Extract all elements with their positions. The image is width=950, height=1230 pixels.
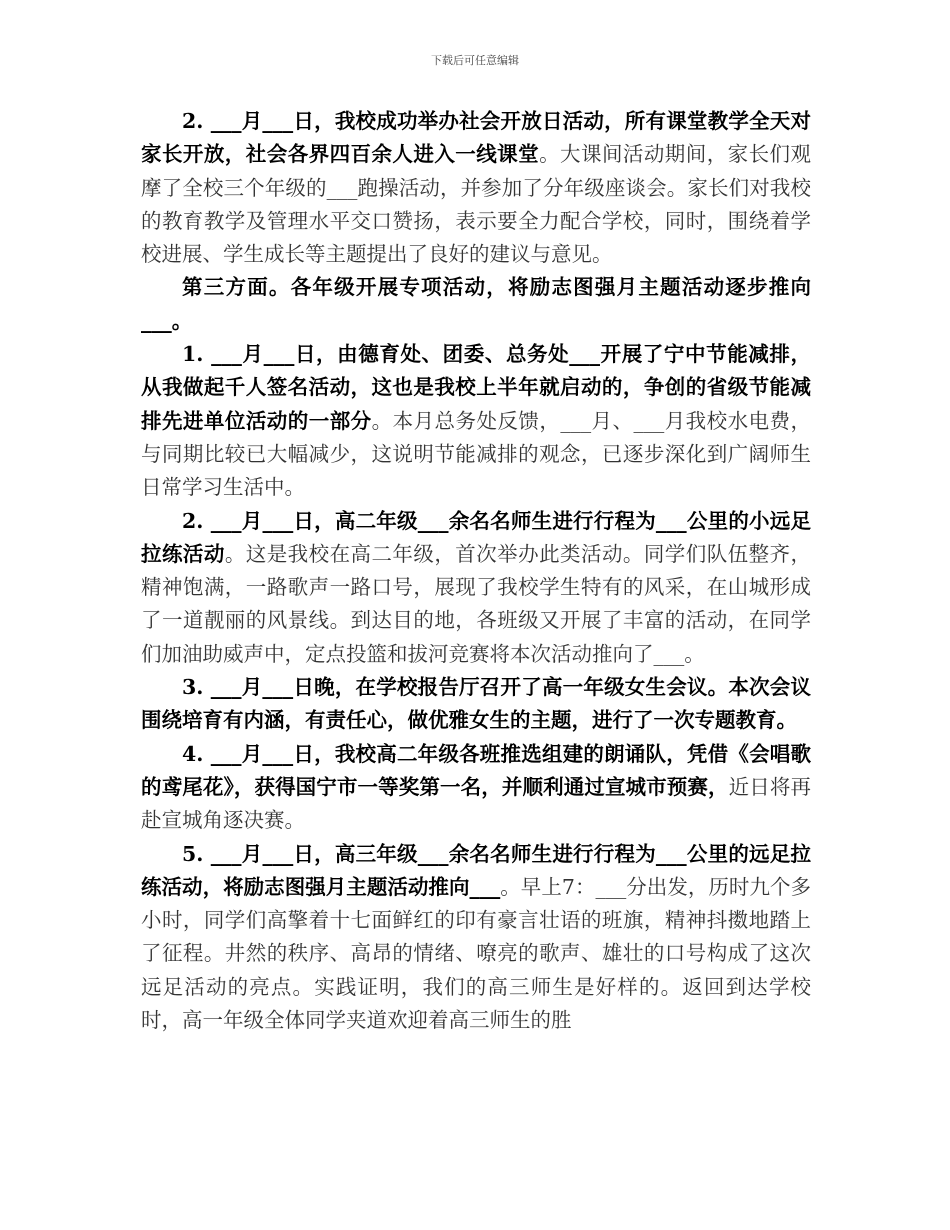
paragraph-open-day	[141, 105, 811, 271]
paragraph-normal-text: 。这是我校在高二年级，首次举办此类活动。同学们队伍整齐，精神饱满，一路歌声一路口号，展现了我校学生特有的风采，在山城形成了一道靓丽的风景线。到达目的地，各班级又开展了丰富的活动，在同学们加油助威声中，定点投篮和拔河竞赛将本次活动推向了___。	[141, 541, 812, 666]
paragraph-bold-text: 2. ___月___日，高二年级___余名名师生进行行程为___公里的小远足拉练活动	[141, 508, 811, 566]
paragraph-grade-three-hike	[141, 838, 811, 1038]
paragraph-bold-text: 3. ___月___日晚，在学校报告厅召开了高一年级女生会议。本次会议围绕培育有内涵，有责任心，做优雅女生的主题，进行了一次专题教育。	[141, 675, 811, 733]
paragraph-normal-text: 近日将再赴宣城角逐决赛。	[141, 774, 812, 833]
paragraph-girls-meeting	[141, 671, 811, 738]
paragraph-energy-saving	[141, 338, 811, 504]
paragraph-normal-text: 。早上7：___分出发，历时九个多小时，同学们高擎着十七面鲜红的印有豪言壮语的班旗，精神抖擞地踏上了征程。井然的秩序、高昂的情绪、嘹亮的歌声、雄壮的口号构成了这次远足活动的亮点。实践证明，我们的高三师生是好样的。返回到达学校时，高一年级全体同学夹道欢迎着高三师生的胜	[141, 874, 812, 1033]
paragraph-recitation	[141, 738, 811, 838]
paragraph-bold-text: 1. ___月___日，由德育处、团委、总务处___开展了宁中节能减排，从我做起千人签名活动，这也是我校上半年就启动的，争创的省级节能减排先进单位活动的一部分	[141, 342, 811, 433]
paragraph-bold-text: 第三方面。各年级开展专项活动，将励志图强月主题活动逐步推向___。	[141, 275, 811, 333]
page-header: 下载后可任意编辑	[431, 54, 519, 67]
paragraph-bold-text: 2. ___月___日，我校成功举办社会开放日活动，所有课堂教学全天对家长开放，社会各界四百余人进入一线课堂	[141, 109, 811, 167]
paragraph-section-three	[141, 271, 811, 338]
paragraph-bold-text: 5. ___月___日，高三年级___余名名师生进行行程为___公里的远足拉练活动，将励志图强月主题活动推向___	[141, 841, 811, 899]
paragraph-bold-text: 4. ___月___日，我校高二年级各班推选组建的朗诵队，凭借《会唱歌的鸢尾花》，获得国宁市一等奖第一名，并顺利通过宣城市预赛，	[141, 741, 811, 799]
document-body	[141, 105, 811, 1037]
paragraph-normal-text: 。本月总务处反馈，___月、___月我校水电费，与同期比较已大幅减少，这说明节能减排的观念，已逐步深化到广阔师生日常学习生活中。	[141, 408, 812, 500]
paragraph-grade-two-hike	[141, 505, 811, 671]
paragraph-normal-text: 。大课间活动期间，家长们观摩了全校三个年级的___跑操活动，并参加了分年级座谈会。家长们对我校的教育教学及管理水平交口赞扬，表示要全力配合学校，同时，围绕着学校进展、学生成长等主题提出了良好的建议与意见。	[141, 142, 812, 267]
